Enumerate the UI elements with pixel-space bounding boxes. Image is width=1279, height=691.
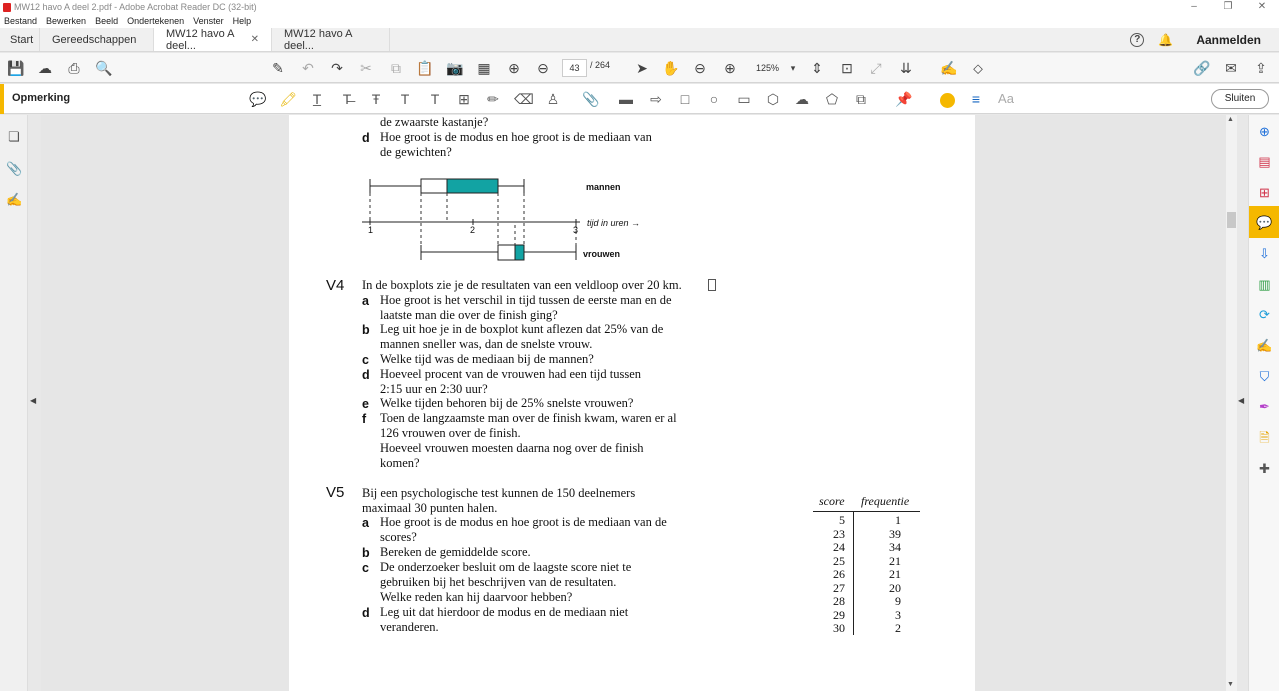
frequency-cell: 39: [889, 526, 901, 541]
stamp-icon[interactable]: ♙: [546, 91, 560, 107]
close-icon[interactable]: ✕: [1257, 1, 1267, 12]
tab-start[interactable]: [0, 28, 40, 51]
v5-b-line1: Bereken de gemiddelde score.: [380, 545, 531, 559]
login-button[interactable]: Aanmelden: [1196, 32, 1261, 47]
score-cell: 25: [833, 553, 845, 568]
rectangle-icon[interactable]: □: [680, 91, 690, 107]
page-number-input[interactable]: 43: [562, 59, 587, 77]
v4-f-line3: Hoeveel vrouwen moesten daarna nog over de finish: [380, 441, 644, 455]
font-size-icon[interactable]: Aa: [998, 91, 1014, 106]
tab-document[interactable]: [272, 28, 390, 51]
v4-a-label: a: [362, 294, 369, 308]
acrobat-icon: [3, 3, 11, 12]
search-icon[interactable]: 🔍: [95, 60, 113, 76]
tab-close-icon[interactable]: ✕: [250, 34, 259, 45]
frequency-cell: 21: [889, 567, 901, 581]
v4-f-label: f: [362, 412, 367, 426]
collapse-left-icon[interactable]: ◀: [30, 396, 37, 405]
pdf-page: [289, 115, 975, 691]
title-bar: [0, 0, 1279, 14]
comment-toolbar: [0, 84, 1279, 114]
excel-export-icon[interactable]: ▥: [1258, 277, 1271, 292]
paste-icon[interactable]: 📋: [416, 60, 434, 76]
v4-d-label: d: [362, 368, 370, 382]
v4-b-line2: mannen sneller was, dan de snelste vrouw.: [380, 337, 593, 351]
score-cell: 26: [833, 567, 845, 581]
frequency-cell: 3: [895, 607, 901, 622]
edit-pdf-icon[interactable]: ✎: [272, 60, 284, 76]
menu-bewerken[interactable]: Bewerken: [46, 16, 87, 26]
tab-start-label: Start: [10, 33, 34, 46]
signatures-icon[interactable]: ✍: [6, 192, 23, 207]
v4-a-line2: laatste man die over de finish ging?: [380, 308, 558, 322]
replace-text-icon[interactable]: Ŧ: [371, 91, 381, 107]
zoom-level[interactable]: 125%: [756, 63, 780, 73]
score-cell: 24: [833, 540, 845, 554]
tab-bar: [0, 28, 1279, 52]
scroll-up-icon[interactable]: ▲: [1227, 116, 1234, 123]
link-icon[interactable]: 🔗: [1193, 60, 1211, 76]
print-icon[interactable]: ⎙: [68, 60, 80, 76]
left-navigation-panel: [0, 115, 28, 691]
combine-icon[interactable]: ⇩: [1259, 246, 1270, 261]
v4-a-line1: Hoe groot is het verschil in tijd tussen de eerste man en de: [380, 293, 672, 307]
v4-f-line2: 126 vrouwen over de finish.: [380, 426, 521, 440]
vertical-scrollbar[interactable]: [1226, 115, 1237, 691]
text-cursor-icon: [708, 279, 716, 291]
insert-text-icon[interactable]: T: [400, 91, 410, 107]
polyline-icon[interactable]: ⬠: [825, 91, 839, 107]
line-icon[interactable]: ▬: [619, 91, 633, 107]
v5-d-line2: veranderen.: [380, 620, 439, 634]
cut-icon[interactable]: ✂: [360, 60, 372, 76]
pencil-icon[interactable]: ✏: [487, 91, 499, 107]
group-icon[interactable]: ⧉: [856, 91, 866, 107]
scroll-thumb[interactable]: [1227, 212, 1236, 228]
v5-a-label: a: [362, 516, 369, 530]
v5-d-line1: Leg uit dat hierdoor de modus en de mediaan niet: [380, 605, 629, 619]
page-total: / 264: [590, 60, 611, 70]
restore-icon[interactable]: ❐: [1223, 1, 1233, 12]
tick-3: 3: [573, 225, 579, 235]
callout-icon[interactable]: ▭: [737, 91, 751, 107]
comment-accent: [0, 84, 4, 114]
collapse-right-icon[interactable]: ◀: [1238, 396, 1245, 405]
save-icon[interactable]: 💾: [7, 60, 25, 76]
v5-a-line2: scores?: [380, 530, 417, 544]
v4-b-label: b: [362, 323, 370, 337]
frequency-cell: 2: [895, 621, 901, 635]
score-cell: 30: [833, 621, 845, 635]
document-area[interactable]: [41, 115, 1226, 691]
header-frequentie: frequentie: [861, 494, 910, 508]
prev-d-line2: de gewichten?: [380, 145, 452, 159]
prev-d-line1: Hoe groot is de modus en hoe groot is de mediaan van: [380, 130, 652, 144]
score-cell: 29: [833, 607, 845, 622]
menu-help[interactable]: Help: [232, 16, 252, 26]
bell-icon[interactable]: 🔔: [1158, 33, 1174, 47]
eraser-icon[interactable]: ⌫: [514, 91, 534, 107]
frequency-cell: 1: [895, 513, 901, 527]
v5-d-label: d: [362, 606, 370, 620]
attach-icon[interactable]: 📎: [582, 91, 600, 107]
strikethrough-icon[interactable]: T̶: [342, 91, 352, 107]
axis-label: tijd in uren →: [587, 218, 641, 228]
polygon-icon[interactable]: ⬡: [766, 91, 780, 107]
frequency-cell: 20: [889, 580, 901, 595]
v4-e-line1: Welke tijden behoren bij de 25% snelste vrouwen?: [380, 396, 634, 410]
tab-doc1-label: MW12 havo A deel...: [166, 27, 234, 52]
tab-tools-label: Gereedschappen: [52, 33, 137, 46]
tab-doc2-label: MW12 havo A deel...: [284, 27, 352, 52]
protect-icon[interactable]: ⛉: [1259, 369, 1270, 384]
more-tools-icon[interactable]: ✚: [1259, 461, 1270, 476]
menu-bar: [0, 14, 1279, 28]
pin-icon[interactable]: 📌: [895, 91, 913, 107]
arrow-icon[interactable]: ⇨: [650, 91, 662, 107]
tab-document-active[interactable]: [154, 28, 272, 51]
page-up-icon[interactable]: ⊕: [508, 60, 520, 76]
menu-beeld[interactable]: Beeld: [95, 16, 119, 26]
v4-b-line1: Leg uit hoe je in de boxplot kunt aflezen dat 25% van de: [380, 322, 664, 336]
question-v5-intro1: Bij een psychologische test kunnen de 150 deelnemers: [362, 486, 636, 500]
copy-icon[interactable]: ⧉: [391, 60, 401, 76]
line-width-icon[interactable]: ≡: [971, 91, 981, 107]
header-score: score: [819, 494, 845, 508]
scan-icon[interactable]: ⟳: [1259, 307, 1270, 322]
v5-c-label: c: [362, 561, 369, 575]
prev-question-tail: de zwaarste kastanje?: [380, 115, 489, 129]
frequency-cell: 9: [895, 594, 901, 608]
question-v5-number: V5: [326, 484, 345, 501]
v4-f-line4: komen?: [380, 456, 420, 470]
fit-width-icon[interactable]: ⊡: [841, 60, 853, 76]
score-cell: 23: [833, 526, 845, 541]
organize-icon[interactable]: ▦: [477, 60, 491, 76]
label-mannen: mannen: [586, 182, 621, 192]
menu-venster[interactable]: Venster: [193, 16, 224, 26]
main-toolbar: [0, 53, 1279, 83]
sign-side-icon[interactable]: ✒: [1259, 399, 1270, 414]
sign-icon[interactable]: ✍: [940, 60, 958, 76]
v5-c-line3: Welke reden kan hij daarvoor hebben?: [380, 590, 573, 604]
menu-ondertekenen[interactable]: Ondertekenen: [127, 16, 185, 26]
text-box-icon[interactable]: ⊞: [458, 91, 470, 107]
question-v5-intro2: maximaal 30 punten halen.: [362, 501, 498, 515]
underline-icon[interactable]: T̲: [312, 91, 322, 107]
v5-c-line2: gebruiken bij het beschrijven van de resultaten.: [380, 575, 617, 589]
v5-b-label: b: [362, 546, 370, 560]
zoom-in-icon[interactable]: ⊕: [724, 60, 736, 76]
hand-icon[interactable]: ✋: [662, 60, 680, 76]
v4-d-line2: 2:15 uur en 2:30 uur?: [380, 382, 488, 396]
page-down-icon[interactable]: ⊖: [537, 60, 549, 76]
help-icon[interactable]: ?: [1130, 33, 1144, 47]
attachments-icon[interactable]: 📎: [6, 161, 23, 176]
tick-2: 2: [470, 225, 476, 235]
minimize-icon[interactable]: –: [1191, 1, 1197, 12]
pages-icon[interactable]: ❏: [8, 129, 20, 144]
close-comment-button[interactable]: Sluiten: [1211, 89, 1269, 109]
comment-tool-icon[interactable]: 💬: [1256, 215, 1273, 230]
v4-c-line1: Welke tijd was de mediaan bij de mannen?: [380, 352, 594, 366]
zoom-dropdown-icon[interactable]: ▾: [790, 63, 796, 73]
scroll-down-icon[interactable]: ▼: [1227, 681, 1234, 688]
fill-sign-icon[interactable]: ⬦: [973, 60, 983, 76]
cloud-upload-icon[interactable]: ☁: [38, 60, 52, 76]
fill-sign-side-icon[interactable]: ✍: [1256, 338, 1273, 353]
cloud-icon[interactable]: ☁: [795, 91, 809, 107]
women-boxplot: [421, 245, 576, 260]
select-cursor-icon[interactable]: ➤: [636, 60, 648, 76]
organize-pages-icon[interactable]: ▤: [1258, 154, 1271, 169]
v4-e-label: e: [362, 397, 369, 411]
label-vrouwen: vrouwen: [583, 249, 621, 259]
v5-c-line1: De onderzoeker besluit om de laagste score niet te: [380, 560, 632, 574]
undo-icon[interactable]: ↶: [302, 60, 314, 76]
zoom-out-icon[interactable]: ⊖: [694, 60, 706, 76]
score-cell: 27: [833, 580, 845, 595]
share-icon[interactable]: ⇪: [1255, 60, 1267, 76]
scroll-mode-icon[interactable]: ⇊: [900, 60, 912, 76]
snapshot-icon[interactable]: 📷: [446, 60, 464, 76]
question-v4-number: V4: [326, 277, 345, 294]
frequency-cell: 34: [889, 540, 901, 554]
color-picker-icon[interactable]: [938, 90, 956, 108]
window-title: MW12 havo A deel 2.pdf - Adobe Acrobat Reader DC (32-bit): [14, 2, 257, 12]
score-cell: 5: [839, 513, 845, 527]
score-cell: 28: [833, 594, 845, 608]
men-boxplot: [370, 179, 524, 193]
highlight-icon[interactable]: 🖍: [279, 91, 297, 107]
tab-tools[interactable]: [40, 28, 154, 51]
redo-icon[interactable]: ↷: [331, 60, 343, 76]
v4-c-label: c: [362, 353, 369, 367]
v5-a-line1: Hoe groot is de modus en hoe groot is de mediaan van de: [380, 515, 667, 529]
sticky-note-icon[interactable]: 💬: [249, 91, 267, 107]
frequency-cell: 21: [889, 553, 901, 568]
fit-page-icon[interactable]: ⇕: [811, 60, 823, 76]
menu-bestand[interactable]: Bestand: [4, 16, 38, 26]
v4-f-line1: Toen de langzaamste man over de finish kwam, waren er al: [380, 411, 677, 425]
prev-d-label: d: [362, 131, 370, 145]
add-text-icon[interactable]: T: [430, 91, 440, 107]
comment-title: Opmerking: [12, 92, 71, 104]
export-pdf-icon[interactable]: ⊞: [1259, 185, 1270, 200]
create-pdf-icon[interactable]: ⊕: [1259, 124, 1270, 139]
send-review-icon[interactable]: 🗎: [1259, 430, 1270, 445]
oval-icon[interactable]: ○: [709, 91, 719, 107]
fullscreen-icon[interactable]: ⤢: [870, 60, 882, 76]
email-icon[interactable]: ✉: [1225, 60, 1237, 76]
question-v4-intro: In de boxplots zie je de resultaten van een veldloop over 20 km.: [362, 278, 682, 292]
v4-d-line1: Hoeveel procent van de vrouwen had een tijd tussen: [380, 367, 642, 381]
tick-1: 1: [368, 225, 374, 235]
